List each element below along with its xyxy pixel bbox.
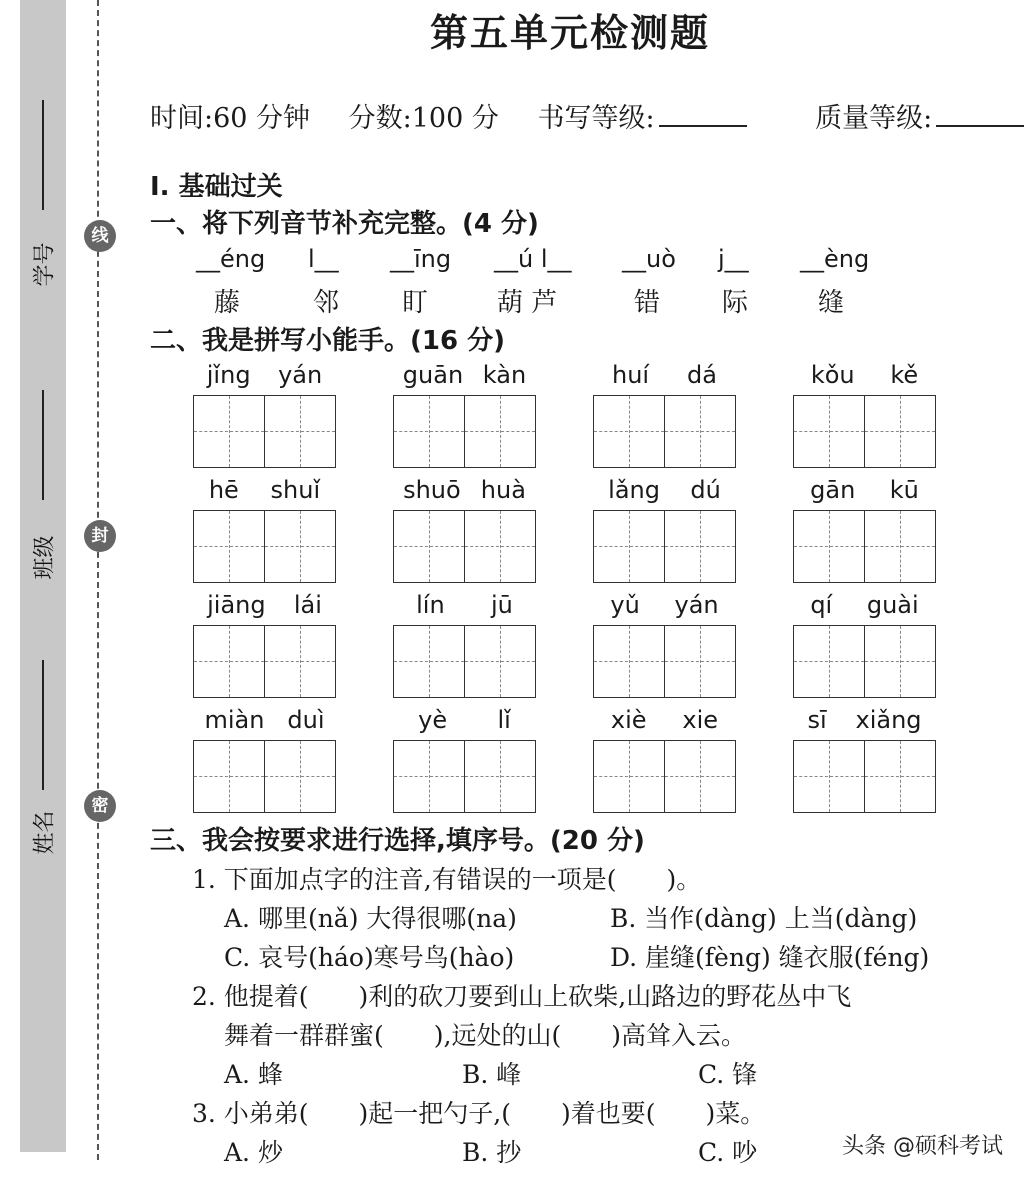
grid-pinyin-2: duì — [287, 706, 325, 734]
grid-pinyin-2: huà — [480, 476, 526, 504]
seal-line-mark: 线 — [84, 220, 116, 252]
q2-title: 二、我是拼写小能手。(16 分) — [150, 326, 505, 356]
tianzi-cell[interactable] — [393, 625, 465, 698]
grid-pinyin-1: shuō — [403, 476, 461, 504]
q1-pinyin-2[interactable]: l__ — [308, 245, 339, 273]
tianzi-cell[interactable] — [793, 625, 865, 698]
tianzi-cell[interactable] — [593, 740, 665, 813]
writing-grid-5[interactable] — [193, 476, 336, 583]
grid-pinyin — [193, 476, 336, 504]
writing-grid-10[interactable] — [393, 591, 536, 698]
q1-hanzi-3: 盯 — [402, 288, 429, 318]
grid-pinyin — [593, 706, 736, 734]
grid-pinyin-1: yǔ — [610, 591, 640, 619]
writing-grade-blank[interactable] — [659, 103, 747, 127]
writing-grid-7[interactable] — [593, 476, 736, 583]
time-info: 时间:60 分钟 — [150, 103, 311, 134]
tianzi-cell[interactable] — [593, 510, 665, 583]
grid-pinyin — [393, 706, 536, 734]
q1-pinyin-7[interactable]: __èng — [800, 245, 870, 273]
tianzi-cell[interactable] — [664, 740, 736, 813]
q3-title: 三、我会按要求进行选择,填序号。(20 分) — [150, 826, 645, 856]
grid-pinyin-2: xie — [682, 706, 719, 734]
grid-pinyin-1: qí — [810, 591, 833, 619]
tianzi-cell[interactable] — [393, 510, 465, 583]
q1-hanzi-6: 际 — [722, 288, 749, 318]
q1-pinyin-3[interactable]: __īng — [390, 245, 452, 273]
grid-pinyin — [593, 476, 736, 504]
grid-pinyin — [393, 591, 536, 619]
part1-title: Ⅰ. 基础过关 — [150, 172, 283, 202]
student-no-line — [42, 100, 44, 210]
grid-pinyin-1: huí — [611, 361, 650, 389]
grid-pinyin — [793, 706, 936, 734]
binding-dotted-line — [97, 0, 99, 1160]
tianzi-cell[interactable] — [793, 510, 865, 583]
tianzi-cell[interactable] — [193, 395, 265, 468]
writing-grid-11[interactable] — [593, 591, 736, 698]
grid-pinyin-1: kǒu — [810, 361, 855, 389]
grid-pinyin — [793, 476, 936, 504]
grid-pinyin-2: yán — [278, 361, 323, 389]
q1-hanzi-5: 错 — [634, 288, 661, 318]
q1-pinyin-4[interactable]: __ú l__ — [494, 245, 572, 273]
grid-pinyin-1: lǎng — [608, 476, 660, 504]
grid-pinyin-2: dú — [690, 476, 721, 504]
grid-pinyin-2: jū — [490, 591, 513, 619]
writing-grid-6[interactable] — [393, 476, 536, 583]
grid-pinyin-2: guài — [866, 591, 919, 619]
tianzi-cell[interactable] — [793, 740, 865, 813]
writing-grid-12[interactable] — [793, 591, 936, 698]
seal-seal-mark: 封 — [84, 520, 116, 552]
grid-pinyin-1: lín — [416, 591, 445, 619]
tianzi-cell[interactable] — [664, 395, 736, 468]
q1-pinyin-1[interactable]: __éng — [196, 245, 266, 273]
grid-pinyin-2: kū — [889, 476, 919, 504]
q3-s2-option-b[interactable]: B. 峰 — [462, 1060, 522, 1089]
grid-pinyin-1: sī — [807, 706, 827, 734]
writing-grid-9[interactable] — [193, 591, 336, 698]
tianzi-cell[interactable] — [264, 625, 336, 698]
grid-pinyin-1: hē — [208, 476, 239, 504]
watermark: 头条 @硕科考试 — [842, 1134, 1003, 1159]
writing-grid-2[interactable] — [393, 361, 536, 468]
q1-hanzi-2: 邻 — [313, 288, 340, 318]
writing-grid-8[interactable] — [793, 476, 936, 583]
writing-grid-13[interactable] — [193, 706, 336, 813]
writing-grid-16[interactable] — [793, 706, 936, 813]
grid-pinyin — [193, 591, 336, 619]
writing-grade-label: 书写等级: — [537, 103, 655, 134]
grid-pinyin — [593, 361, 736, 389]
grid-pinyin-2: lái — [293, 591, 322, 619]
exam-meta — [150, 96, 1025, 135]
q3-s3-stem: 3. 小弟弟( )起一把勺子,( )着也要( )菜。 — [192, 1099, 766, 1128]
tianzi-cell[interactable] — [264, 395, 336, 468]
q1-hanzi-7: 缝 — [818, 288, 845, 318]
tianzi-cell[interactable] — [193, 510, 265, 583]
grid-pinyin-2: dá — [687, 361, 717, 389]
tianzi-cell[interactable] — [664, 510, 736, 583]
class-label: 班级 — [32, 535, 58, 580]
tianzi-cell[interactable] — [393, 740, 465, 813]
q3-s2-stem-line2: 舞着一群群蜜( ),远处的山( )高耸入云。 — [224, 1021, 746, 1050]
tianzi-cell[interactable] — [593, 625, 665, 698]
q3-s1-option-d[interactable]: D. 崖缝(fèng) 缝衣服(féng) — [610, 943, 930, 972]
grid-pinyin-1: miàn — [204, 706, 265, 734]
tianzi-cell[interactable] — [464, 625, 536, 698]
q3-s1-option-a[interactable]: A. 哪里(nǎ) 大得很哪(na) — [224, 904, 517, 933]
tianzi-cell[interactable] — [793, 395, 865, 468]
tianzi-cell[interactable] — [864, 395, 936, 468]
q3-s1-option-b[interactable]: B. 当作(dàng) 上当(dàng) — [610, 904, 918, 933]
quality-grade-blank[interactable] — [936, 103, 1024, 127]
writing-grid-15[interactable] — [593, 706, 736, 813]
page-title: 第五单元检测题 — [429, 10, 710, 55]
q3-s2-option-a[interactable]: A. 蜂 — [224, 1060, 283, 1089]
name-label: 姓名 — [32, 810, 58, 855]
tianzi-cell[interactable] — [864, 510, 936, 583]
grid-pinyin-2: lǐ — [497, 706, 511, 734]
grid-pinyin — [193, 706, 336, 734]
q1-hanzi-1: 藤 — [214, 288, 241, 318]
grid-pinyin-1: guān — [402, 361, 464, 389]
q3-s2-stem-line1: 2. 他提着( )利的砍刀要到山上砍柴,山路边的野花丛中飞 — [192, 982, 852, 1011]
grid-pinyin-2: shuǐ — [270, 476, 321, 504]
score-info: 分数:100 分 — [348, 103, 499, 134]
grid-pinyin — [193, 361, 336, 389]
tianzi-cell[interactable] — [464, 395, 536, 468]
class-line — [42, 390, 44, 500]
tianzi-cell[interactable] — [464, 510, 536, 583]
grid-pinyin — [793, 361, 936, 389]
q3-s2-option-c[interactable]: C. 锋 — [698, 1060, 758, 1089]
grid-pinyin-1: gān — [810, 476, 856, 504]
tianzi-cell[interactable] — [264, 740, 336, 813]
q1-hanzi-4: 葫 芦 — [497, 288, 558, 318]
grid-pinyin-2: kě — [890, 361, 919, 389]
name-line — [42, 660, 44, 790]
quality-grade — [815, 103, 1025, 134]
grid-pinyin-2: kàn — [482, 361, 527, 389]
grid-pinyin — [393, 361, 536, 389]
q3-s3-option-c[interactable]: C. 吵 — [698, 1138, 758, 1167]
tianzi-cell[interactable] — [393, 395, 465, 468]
tianzi-cell[interactable] — [593, 395, 665, 468]
writing-grid-1[interactable] — [193, 361, 336, 468]
tianzi-cell[interactable] — [193, 625, 265, 698]
grid-pinyin-1: jǐng — [206, 361, 251, 389]
q3-s1-stem: 1. 下面加点字的注音,有错误的一项是( )。 — [192, 865, 702, 894]
grid-pinyin-1: jiāng — [207, 591, 266, 619]
grid-pinyin-1: yè — [418, 706, 448, 734]
q1-pinyin-6[interactable]: j__ — [718, 245, 749, 273]
tianzi-cell[interactable] — [864, 740, 936, 813]
writing-grade — [537, 103, 776, 134]
quality-grade-label: 质量等级: — [815, 103, 933, 134]
seal-secret-mark: 密 — [84, 790, 116, 822]
grid-pinyin-2: yán — [674, 591, 719, 619]
tianzi-cell[interactable] — [864, 625, 936, 698]
student-no-label: 学号 — [32, 242, 58, 287]
grid-pinyin — [793, 591, 936, 619]
writing-grid-4[interactable] — [793, 361, 936, 468]
writing-grid-14[interactable] — [393, 706, 536, 813]
grid-pinyin — [393, 476, 536, 504]
grid-pinyin-1: xiè — [610, 706, 647, 734]
q1-pinyin-5[interactable]: __uò — [622, 245, 676, 273]
grid-pinyin — [593, 591, 736, 619]
tianzi-cell[interactable] — [464, 740, 536, 813]
tianzi-cell[interactable] — [664, 625, 736, 698]
tianzi-cell[interactable] — [264, 510, 336, 583]
q3-s3-option-b[interactable]: B. 抄 — [462, 1138, 522, 1167]
q3-s1-option-c[interactable]: C. 哀号(háo)寒号鸟(hào) — [224, 943, 515, 972]
tianzi-cell[interactable] — [193, 740, 265, 813]
q1-title: 一、将下列音节补充完整。(4 分) — [150, 209, 539, 239]
writing-grid-3[interactable] — [593, 361, 736, 468]
q3-s3-option-a[interactable]: A. 炒 — [224, 1138, 283, 1167]
grid-pinyin-2: xiǎng — [855, 706, 922, 734]
